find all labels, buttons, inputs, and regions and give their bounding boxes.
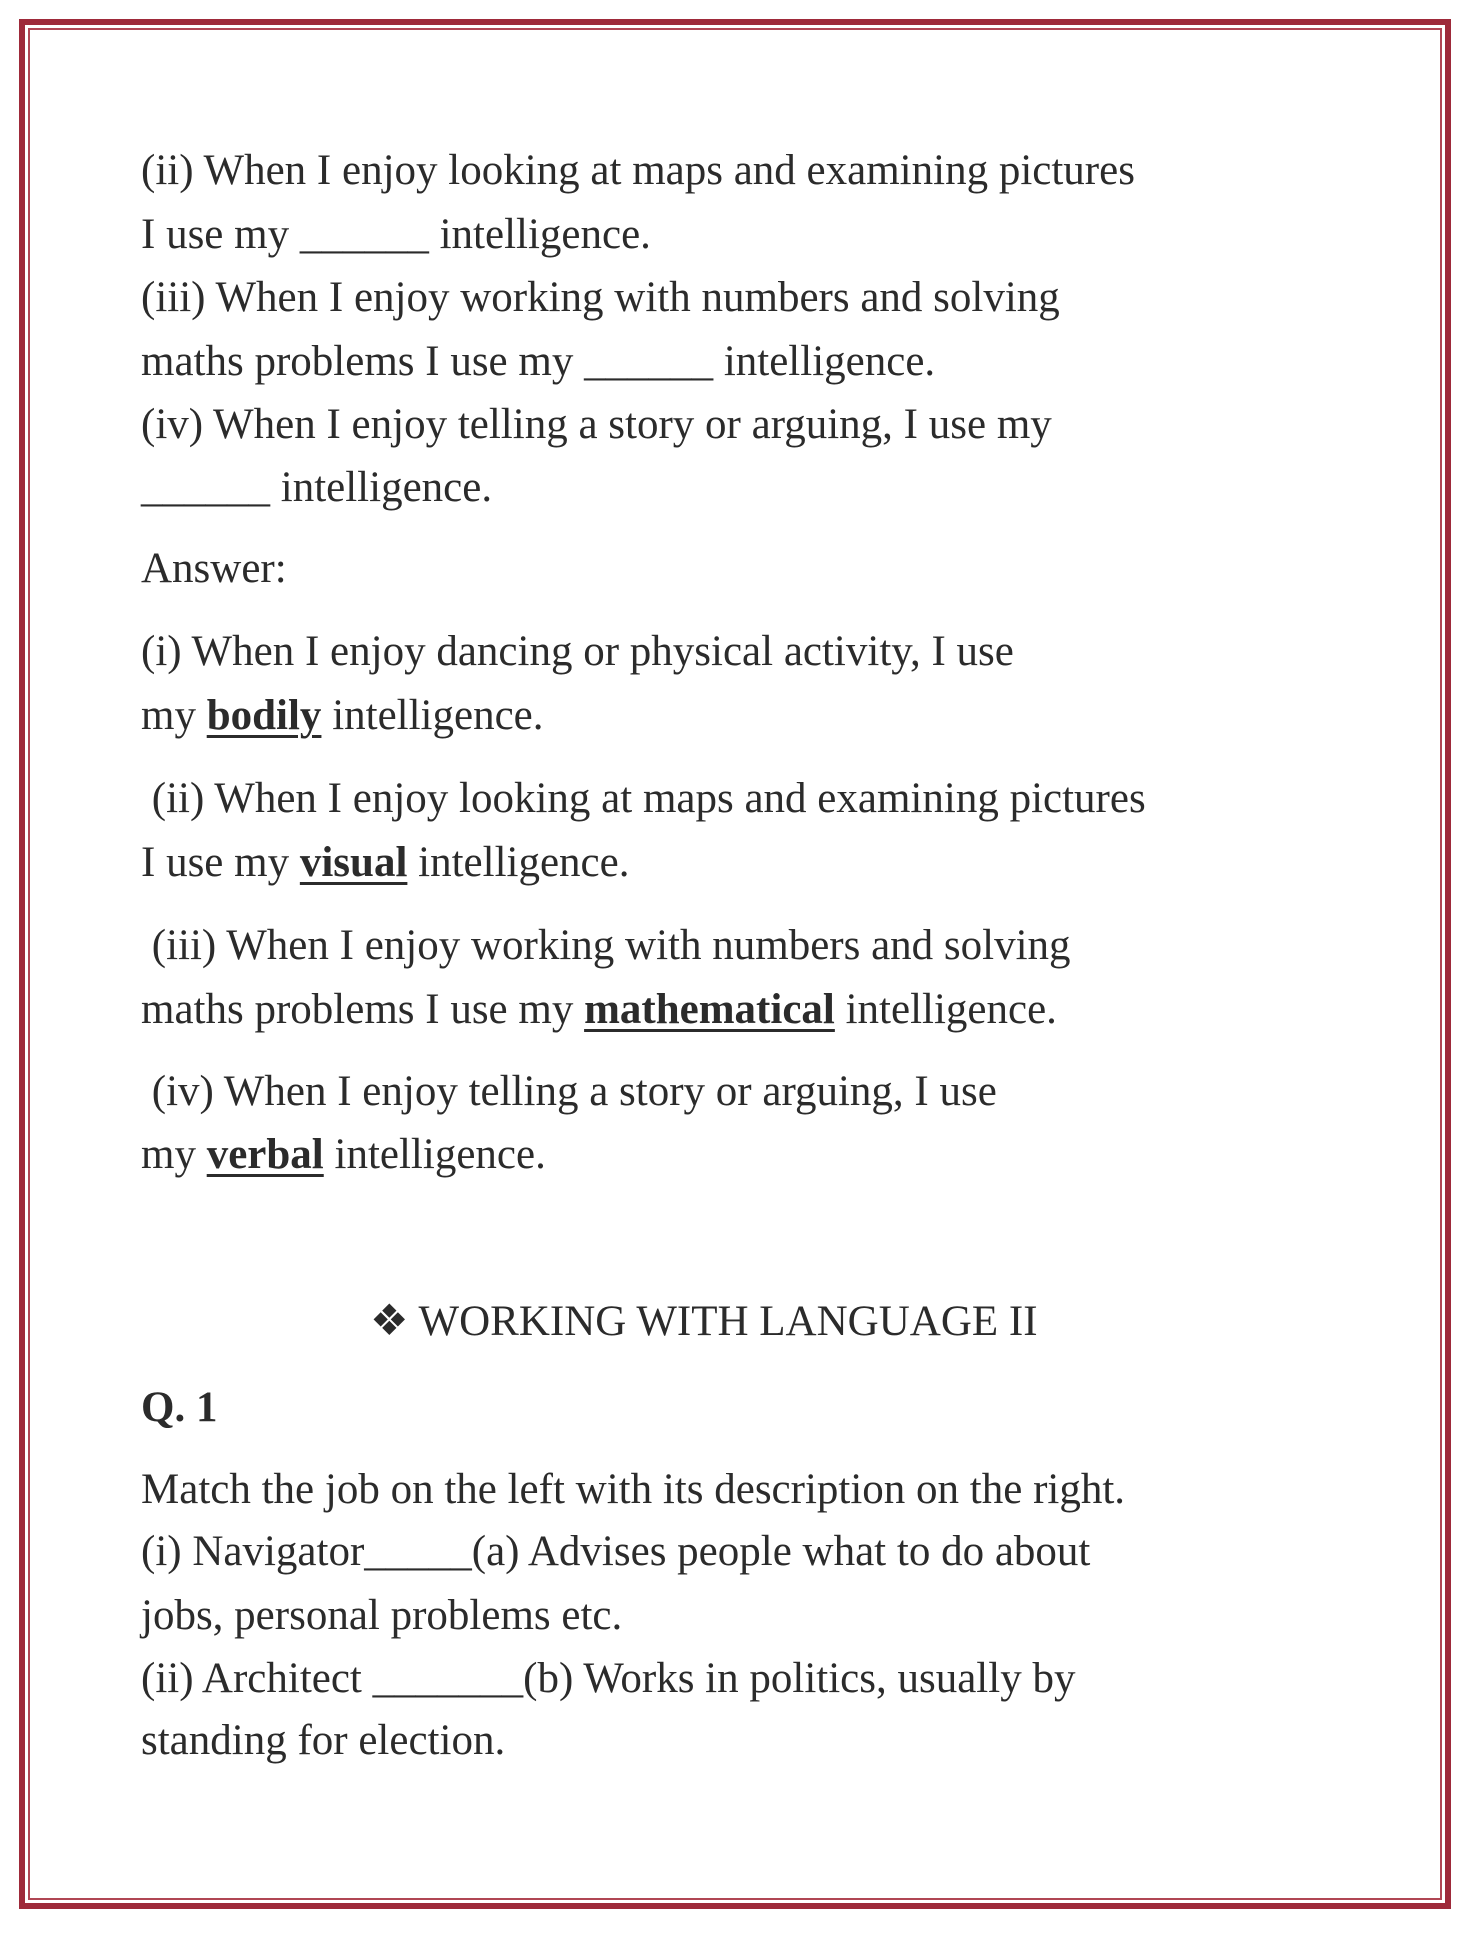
answer-text: I use my	[141, 839, 300, 886]
match-line: (i) Navigator_____(a) Advises people what to do about	[141, 1528, 1091, 1575]
answer-line	[141, 684, 544, 748]
match-line: Match the job on the left with its description on the right.	[141, 1466, 1126, 1513]
answer-text: my	[141, 692, 207, 739]
answer-text: intelligence.	[407, 839, 630, 886]
match-line: (ii) Architect _______(b) Works in politics, usually by	[141, 1655, 1076, 1702]
answer-line	[141, 831, 629, 895]
answer-line: (iii) When I enjoy working with numbers and solving	[141, 922, 1071, 969]
question-line: (iv) When I enjoy telling a story or arguing, I use my	[141, 401, 1052, 448]
answer-word: visual	[299, 839, 408, 886]
question-line: maths problems I use my ______ intelligence.	[141, 338, 936, 385]
answer-line	[141, 1123, 546, 1187]
section-heading	[370, 1290, 1038, 1354]
answer-line: (ii) When I enjoy looking at maps and examining pictures	[141, 775, 1146, 822]
match-line: jobs, personal problems etc.	[141, 1592, 623, 1639]
answer-text: intelligence.	[321, 692, 544, 739]
question-line: ______ intelligence.	[141, 464, 493, 511]
answer-line: (iv) When I enjoy telling a story or arguing, I use	[141, 1068, 997, 1115]
answer-line	[141, 978, 1057, 1042]
answer-text: my	[141, 1131, 207, 1178]
question-line: I use my ______ intelligence.	[141, 211, 651, 258]
answer-text: intelligence.	[323, 1131, 546, 1178]
question-line: (iii) When I enjoy working with numbers and solving	[141, 274, 1060, 321]
answer-line: (i) When I enjoy dancing or physical activity, I use	[141, 628, 1014, 675]
answer-text: maths problems I use my	[141, 986, 585, 1033]
match-line: standing for election.	[141, 1717, 506, 1764]
answer-word: mathematical	[584, 986, 835, 1033]
answer-text: intelligence.	[834, 986, 1057, 1033]
answer-label: Answer:	[141, 545, 287, 592]
answer-word: bodily	[206, 692, 322, 739]
section-title: WORKING WITH LANGUAGE II	[418, 1298, 1038, 1345]
diamond-bullet-icon: ❖	[370, 1298, 409, 1345]
question-number: Q. 1	[141, 1384, 218, 1431]
answer-word: verbal	[206, 1131, 324, 1178]
question-line: (ii) When I enjoy looking at maps and examining pictures	[141, 147, 1135, 194]
